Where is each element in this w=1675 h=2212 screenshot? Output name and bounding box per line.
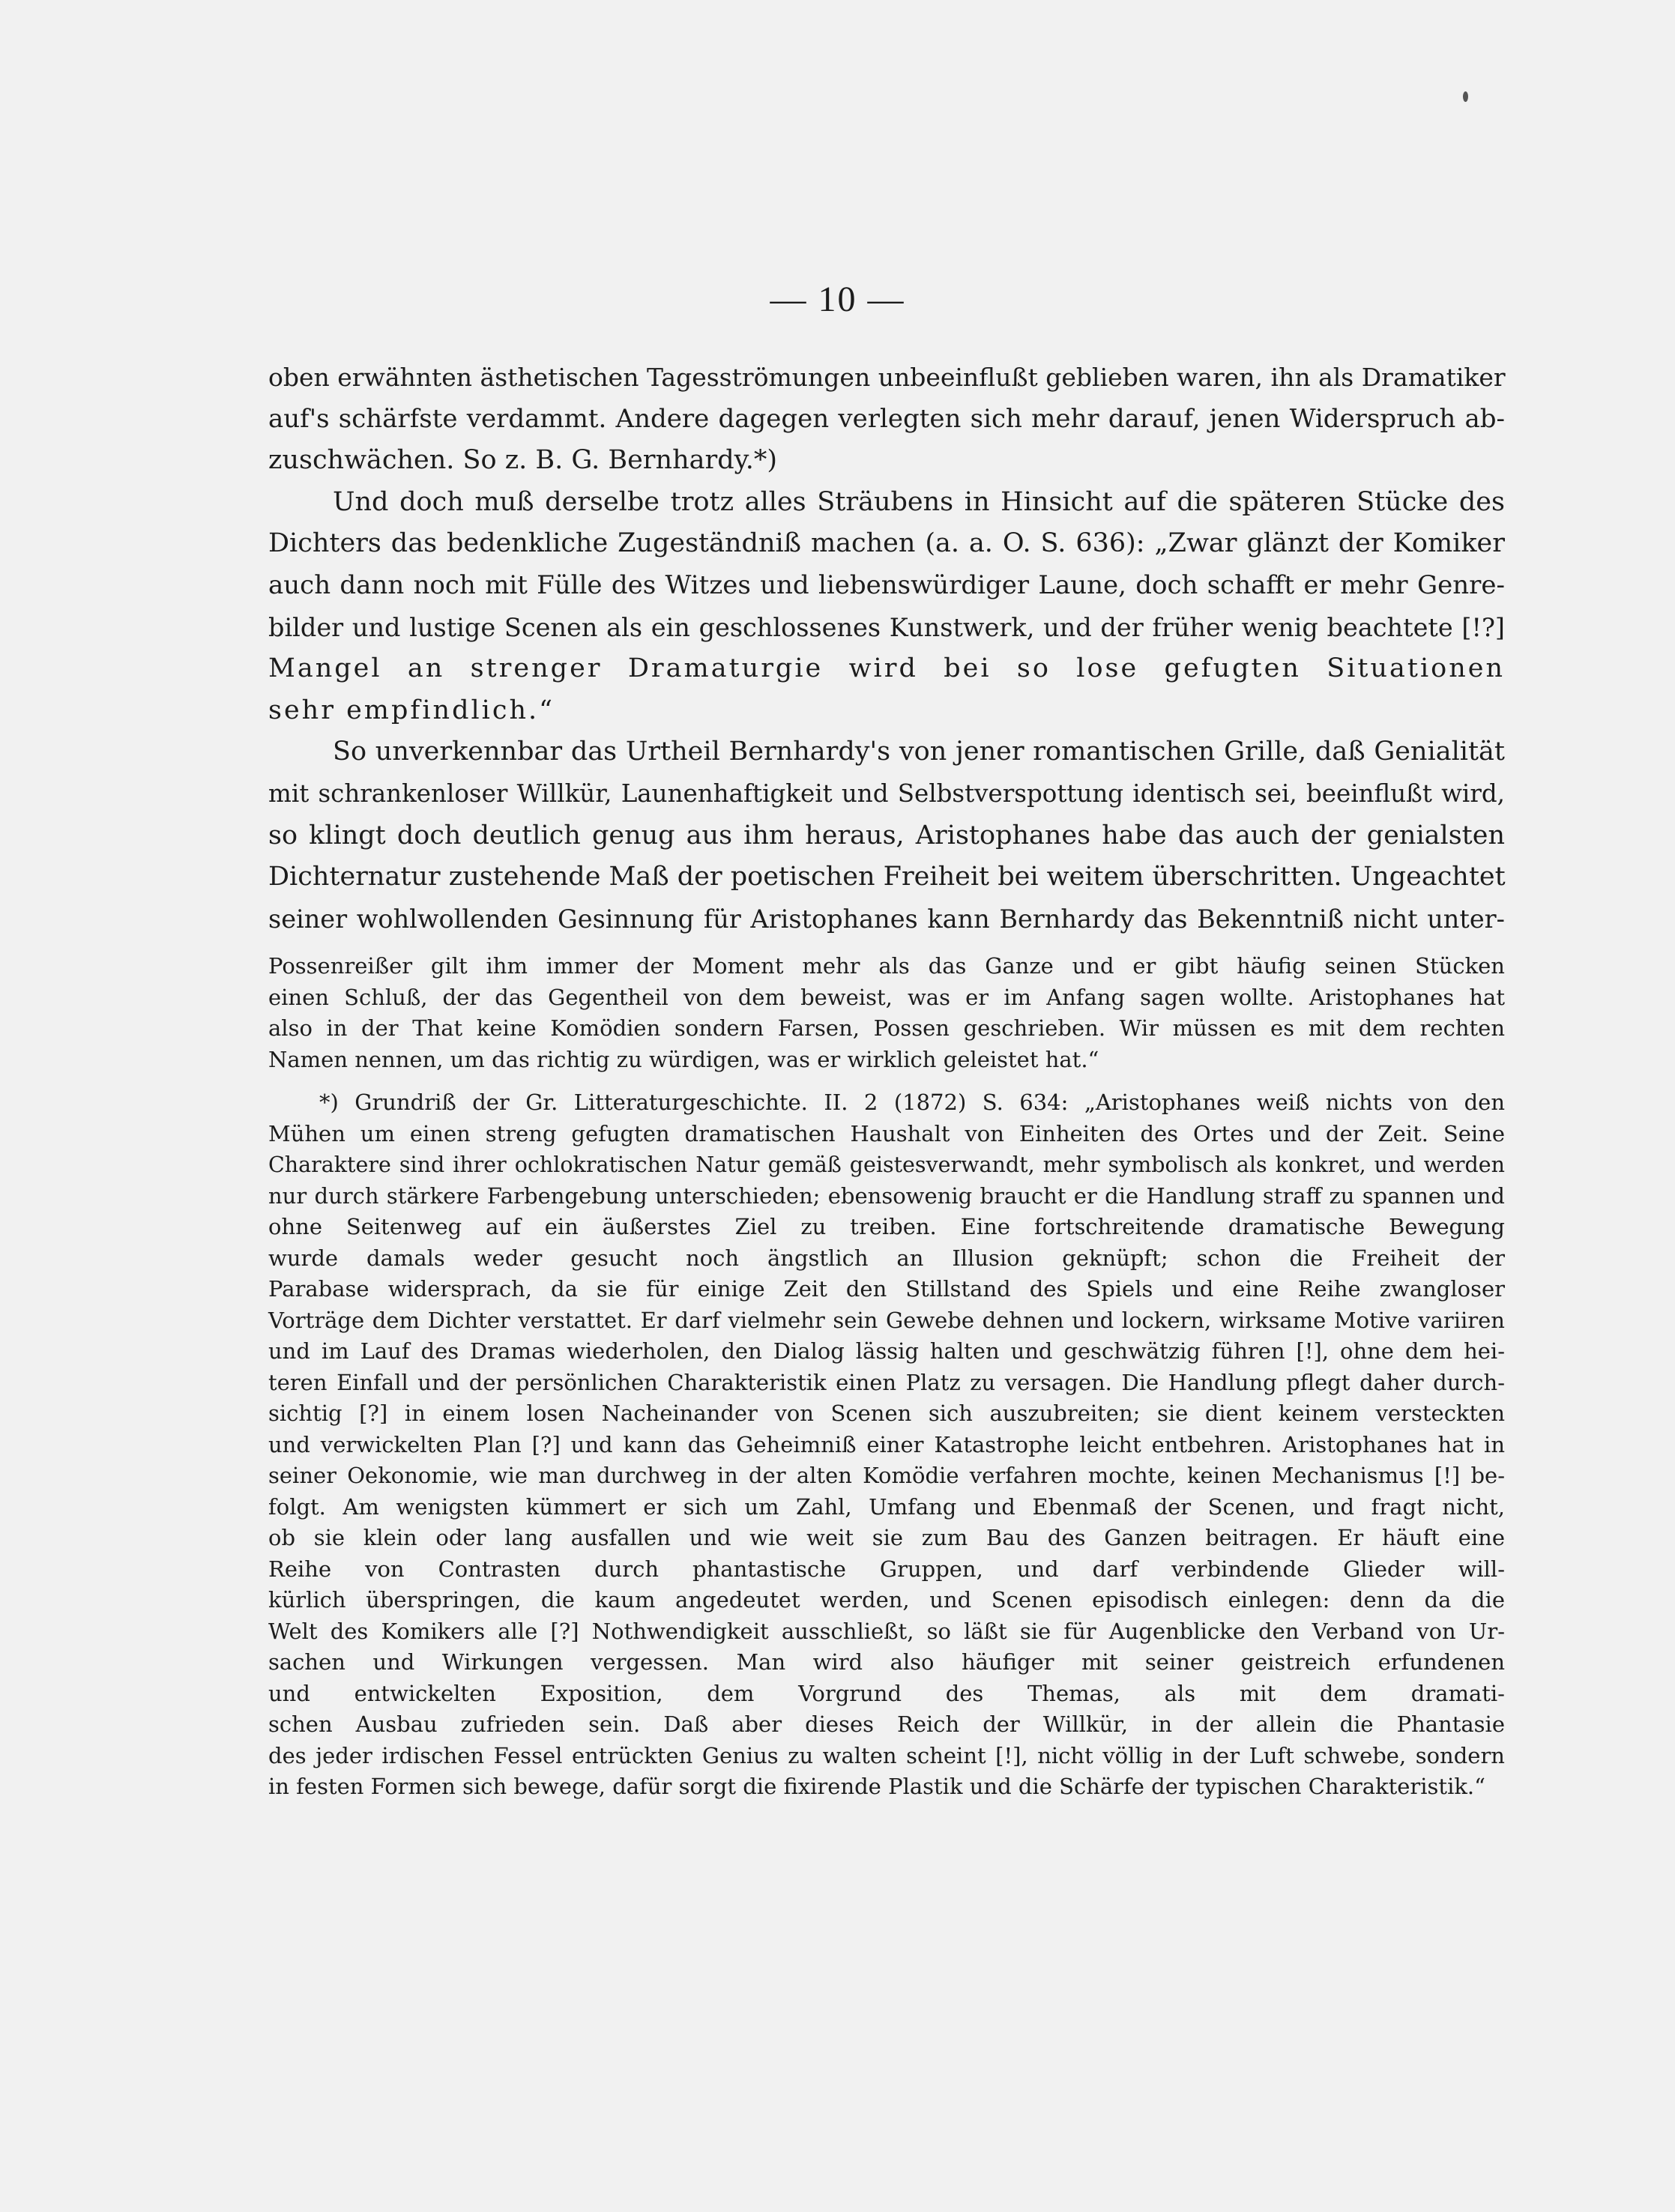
body-line: Dichters das bedenkliche Zugeständniß machen (a. a. O. S. 636): „Zwar glänzt der Komiker (268, 528, 1505, 559)
body-line: seiner wohlwollenden Gesinnung für Aristophanes kann Bernhardy das Bekenntniß nicht unter- (268, 904, 1505, 934)
body-line: So unverkennbar das Urtheil Bernhardy's von jener romantischen Grille, daß Genialität (333, 737, 1505, 767)
body-line: so klingt doch deutlich genug aus ihm heraus, Aristophanes habe das auch der genialsten (268, 820, 1505, 850)
footnote-line: Namen nennen, um das richtig zu würdigen, was er wirklich geleistet hat.“ (268, 1046, 1099, 1072)
footnote-line: Charaktere sind ihrer ochlokratischen Natur gemäß geistesverwandt, mehr symbolisch als konkret, und werden (268, 1152, 1505, 1177)
footnote-line: und im Lauf des Dramas wiederholen, den Dialog lässig halten und geschwätzig führen [!], ohne dem hei- (268, 1338, 1505, 1364)
page-number: — 10 — (770, 279, 905, 319)
footnote-line: *) Grundriß der Gr. Litteraturgeschichte. II. 2 (1872) S. 634: „Aristophanes weiß nichts von den (319, 1090, 1505, 1115)
body-line: bilder und lustige Scenen als ein geschlossenes Kunstwerk, und der früher wenig beachtete [!?] (268, 612, 1505, 642)
body-line: Dichternatur zustehende Maß der poetischen Freiheit bei weitem überschritten. Ungeachtet (268, 862, 1506, 892)
footnote-line: und entwickelten Exposition, dem Vorgrund des Themas, als mit dem dramati- (268, 1680, 1505, 1706)
footnote-line: Vorträge dem Dichter verstattet. Er darf vielmehr sein Gewebe dehnen und lockern, wirksame Motive variiren (268, 1307, 1505, 1333)
footnote-line: Possenreißer gilt ihm immer der Moment mehr als das Ganze und er gibt häufig seinen Stücken (268, 953, 1505, 979)
footnote-line: des jeder irdischen Fessel entrückten Genius zu walten scheint [!], nicht völlig in der Luft schwebe, sondern (268, 1742, 1505, 1768)
ink-speck (1463, 91, 1468, 102)
body-line: auch dann noch mit Fülle des Witzes und liebenswürdiger Laune, doch schafft er mehr Genre- (268, 569, 1505, 600)
footnote-line: also in der That keine Komödien sondern Farsen, Possen geschrieben. Wir müssen es mit dem rechten (268, 1015, 1505, 1041)
footnote-line: schen Ausbau zufrieden sein. Daß aber dieses Reich der Willkür, in der allein die Phantasie (268, 1711, 1505, 1737)
body-line: auf's schärfste verdammt. Andere dagegen verlegten sich mehr darauf, jenen Widerspruch ab- (268, 403, 1505, 434)
footnote-line: Parabase widersprach, da sie für einige Zeit den Stillstand des Spiels und eine Reihe zwangloser (268, 1276, 1505, 1302)
footnote-line: wurde damals weder gesucht noch ängstlich an Illusion geknüpft; schon die Freiheit der (268, 1245, 1505, 1271)
body-line: Und doch muß derselbe trotz alles Sträubens in Hinsicht auf die späteren Stücke des (333, 486, 1505, 517)
footnote-line: und verwickelten Plan [?] und kann das Geheimniß einer Katastrophe leicht entbehren. Aristophanes hat in (268, 1431, 1505, 1457)
main-body-text (268, 357, 1505, 940)
footnote-line: kürlich überspringen, die kaum angedeutet werden, und Scenen episodisch einlegen: denn da die (268, 1587, 1505, 1613)
footnote-line: Reihe von Contrasten durch phantastische Gruppen, und darf verbindende Glieder will- (268, 1556, 1505, 1582)
body-line: oben erwähnten ästhetischen Tagesströmungen unbeeinflußt geblieben waren, ihn als Dramatiker (268, 363, 1506, 392)
footnote-line: ohne Seitenweg auf ein äußerstes Ziel zu treiben. Eine fortschreitende dramatische Bewegung (268, 1214, 1505, 1239)
footnote-line: folgt. Am wenigsten kümmert er sich um Zahl, Umfang und Ebenmaß der Scenen, und fragt nicht, (268, 1493, 1505, 1520)
footnote-line: sachen und Wirkungen vergessen. Man wird also häufiger mit seiner geistreich erfundenen (268, 1649, 1505, 1675)
footnote-line: nur durch stärkere Farbengebung unterschieden; ebensowenig braucht er die Handlung straff zu spannen und (268, 1182, 1505, 1209)
body-line: zuschwächen. So z. B. G. Bernhardy.*) (268, 445, 778, 476)
footnote-line: sichtig [?] in einem losen Nacheinander von Scenen sich auszubreiten; sie dient keinem versteckten (268, 1400, 1505, 1426)
body-line: Mangel an strenger Dramaturgie wird bei so lose gefugten Situationen (268, 653, 1505, 684)
footnote-line: seiner Oekonomie, wie man durchweg in der alten Komödie verfahren mochte, keinen Mechanismus [!] be- (268, 1463, 1505, 1488)
footnote-line: einen Schluß, der das Gegentheil von dem beweist, was er im Anfang sagen wollte. Aristophanes hat (268, 984, 1505, 1010)
body-line: sehr empfindlich.“ (268, 695, 555, 725)
footnotes (268, 951, 1505, 1803)
footnote-gap (268, 1075, 1505, 1087)
body-line: mit schrankenloser Willkür, Launenhaftigkeit und Selbstverspottung identisch sei, beeinflußt wird, (268, 779, 1505, 808)
footnote-line: teren Einfall und der persönlichen Charakteristik einen Platz zu versagen. Die Handlung pflegt daher durch- (268, 1369, 1505, 1395)
footnote-line: in festen Formen sich bewege, dafür sorgt die fixirende Plastik und die Schärfe der typischen Charakteristik.“ (268, 1774, 1485, 1799)
footnote-line: Mühen um einen streng gefugten dramatischen Haushalt von Einheiten des Ortes und der Zeit. Seine (268, 1120, 1505, 1146)
footnote-line: Welt des Komikers alle [?] Nothwendigkeit ausschließt, so läßt sie für Augenblicke den Verband von Ur- (268, 1618, 1505, 1644)
footnote-line: ob sie klein oder lang ausfallen und wie weit sie zum Bau des Ganzen beitragen. Er häuft eine (268, 1525, 1505, 1550)
